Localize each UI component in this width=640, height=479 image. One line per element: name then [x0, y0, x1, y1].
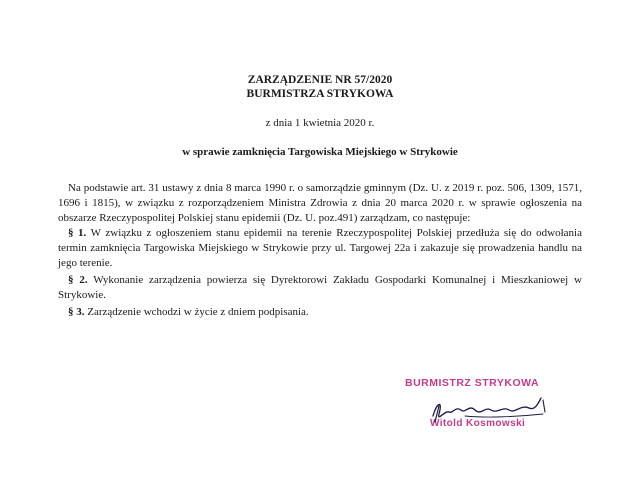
preamble-text: Na podstawie art. 31 ustawy z dnia 8 marca 1990 r. o samorządzie gminnym (Dz. U. z 2019 r. poz. 506, 1309, 1571, 1696 i 1815), w związku z rozporządzeniem Ministra Zdrowia z dnia 20 marca 2020 r. w sprawie ogłoszenia na obszarze Rzeczypospolitej Polskiej stanu epidemii (Dz. U. poz.491) zarządzam, co następuje:	[58, 182, 582, 224]
document-title-line2: BURMISTRZA STRYKOWA	[246, 88, 394, 100]
section-1-mark: § 1.	[68, 227, 87, 239]
stamp-title: BURMISTRZ STRYKOWA	[405, 377, 540, 389]
section-1-text: W związku z ogłoszeniem stanu epidemii na terenie Rzeczypospolitej Polskiej przedłuża się do odwołania termin zamknięcia Targowiska Miejskiego w Strykowie przy ul. Targowej 22a i zakazuje się prowadzenia handlu na jego terenie.	[58, 227, 582, 269]
official-stamp	[405, 377, 570, 429]
section-3-mark: § 3.	[68, 306, 85, 318]
document-title-line1: ZARZĄDZENIE NR 57/2020	[247, 74, 393, 86]
stamp-name: Witold Kosmowski	[430, 418, 526, 429]
handwritten-signature	[425, 392, 555, 428]
section-2-paragraph	[58, 273, 582, 303]
section-3-text: Zarządzenie wchodzi w życie z dniem podpisania.	[84, 306, 309, 318]
section-2-mark: § 2.	[68, 274, 88, 286]
section-3-paragraph	[58, 305, 582, 320]
section-1-paragraph	[58, 226, 582, 271]
document-date: z dnia 1 kwietnia 2020 r.	[265, 117, 375, 129]
preamble-paragraph	[58, 181, 582, 226]
document-subject: w sprawie zamknięcia Targowiska Miejskiego w Strykowie	[182, 146, 458, 158]
section-2-text: Wykonanie zarządzenia powierza się Dyrektorowi Zakładu Gospodarki Komunalnej i Mieszkaniowej w Strykowie.	[58, 274, 582, 301]
